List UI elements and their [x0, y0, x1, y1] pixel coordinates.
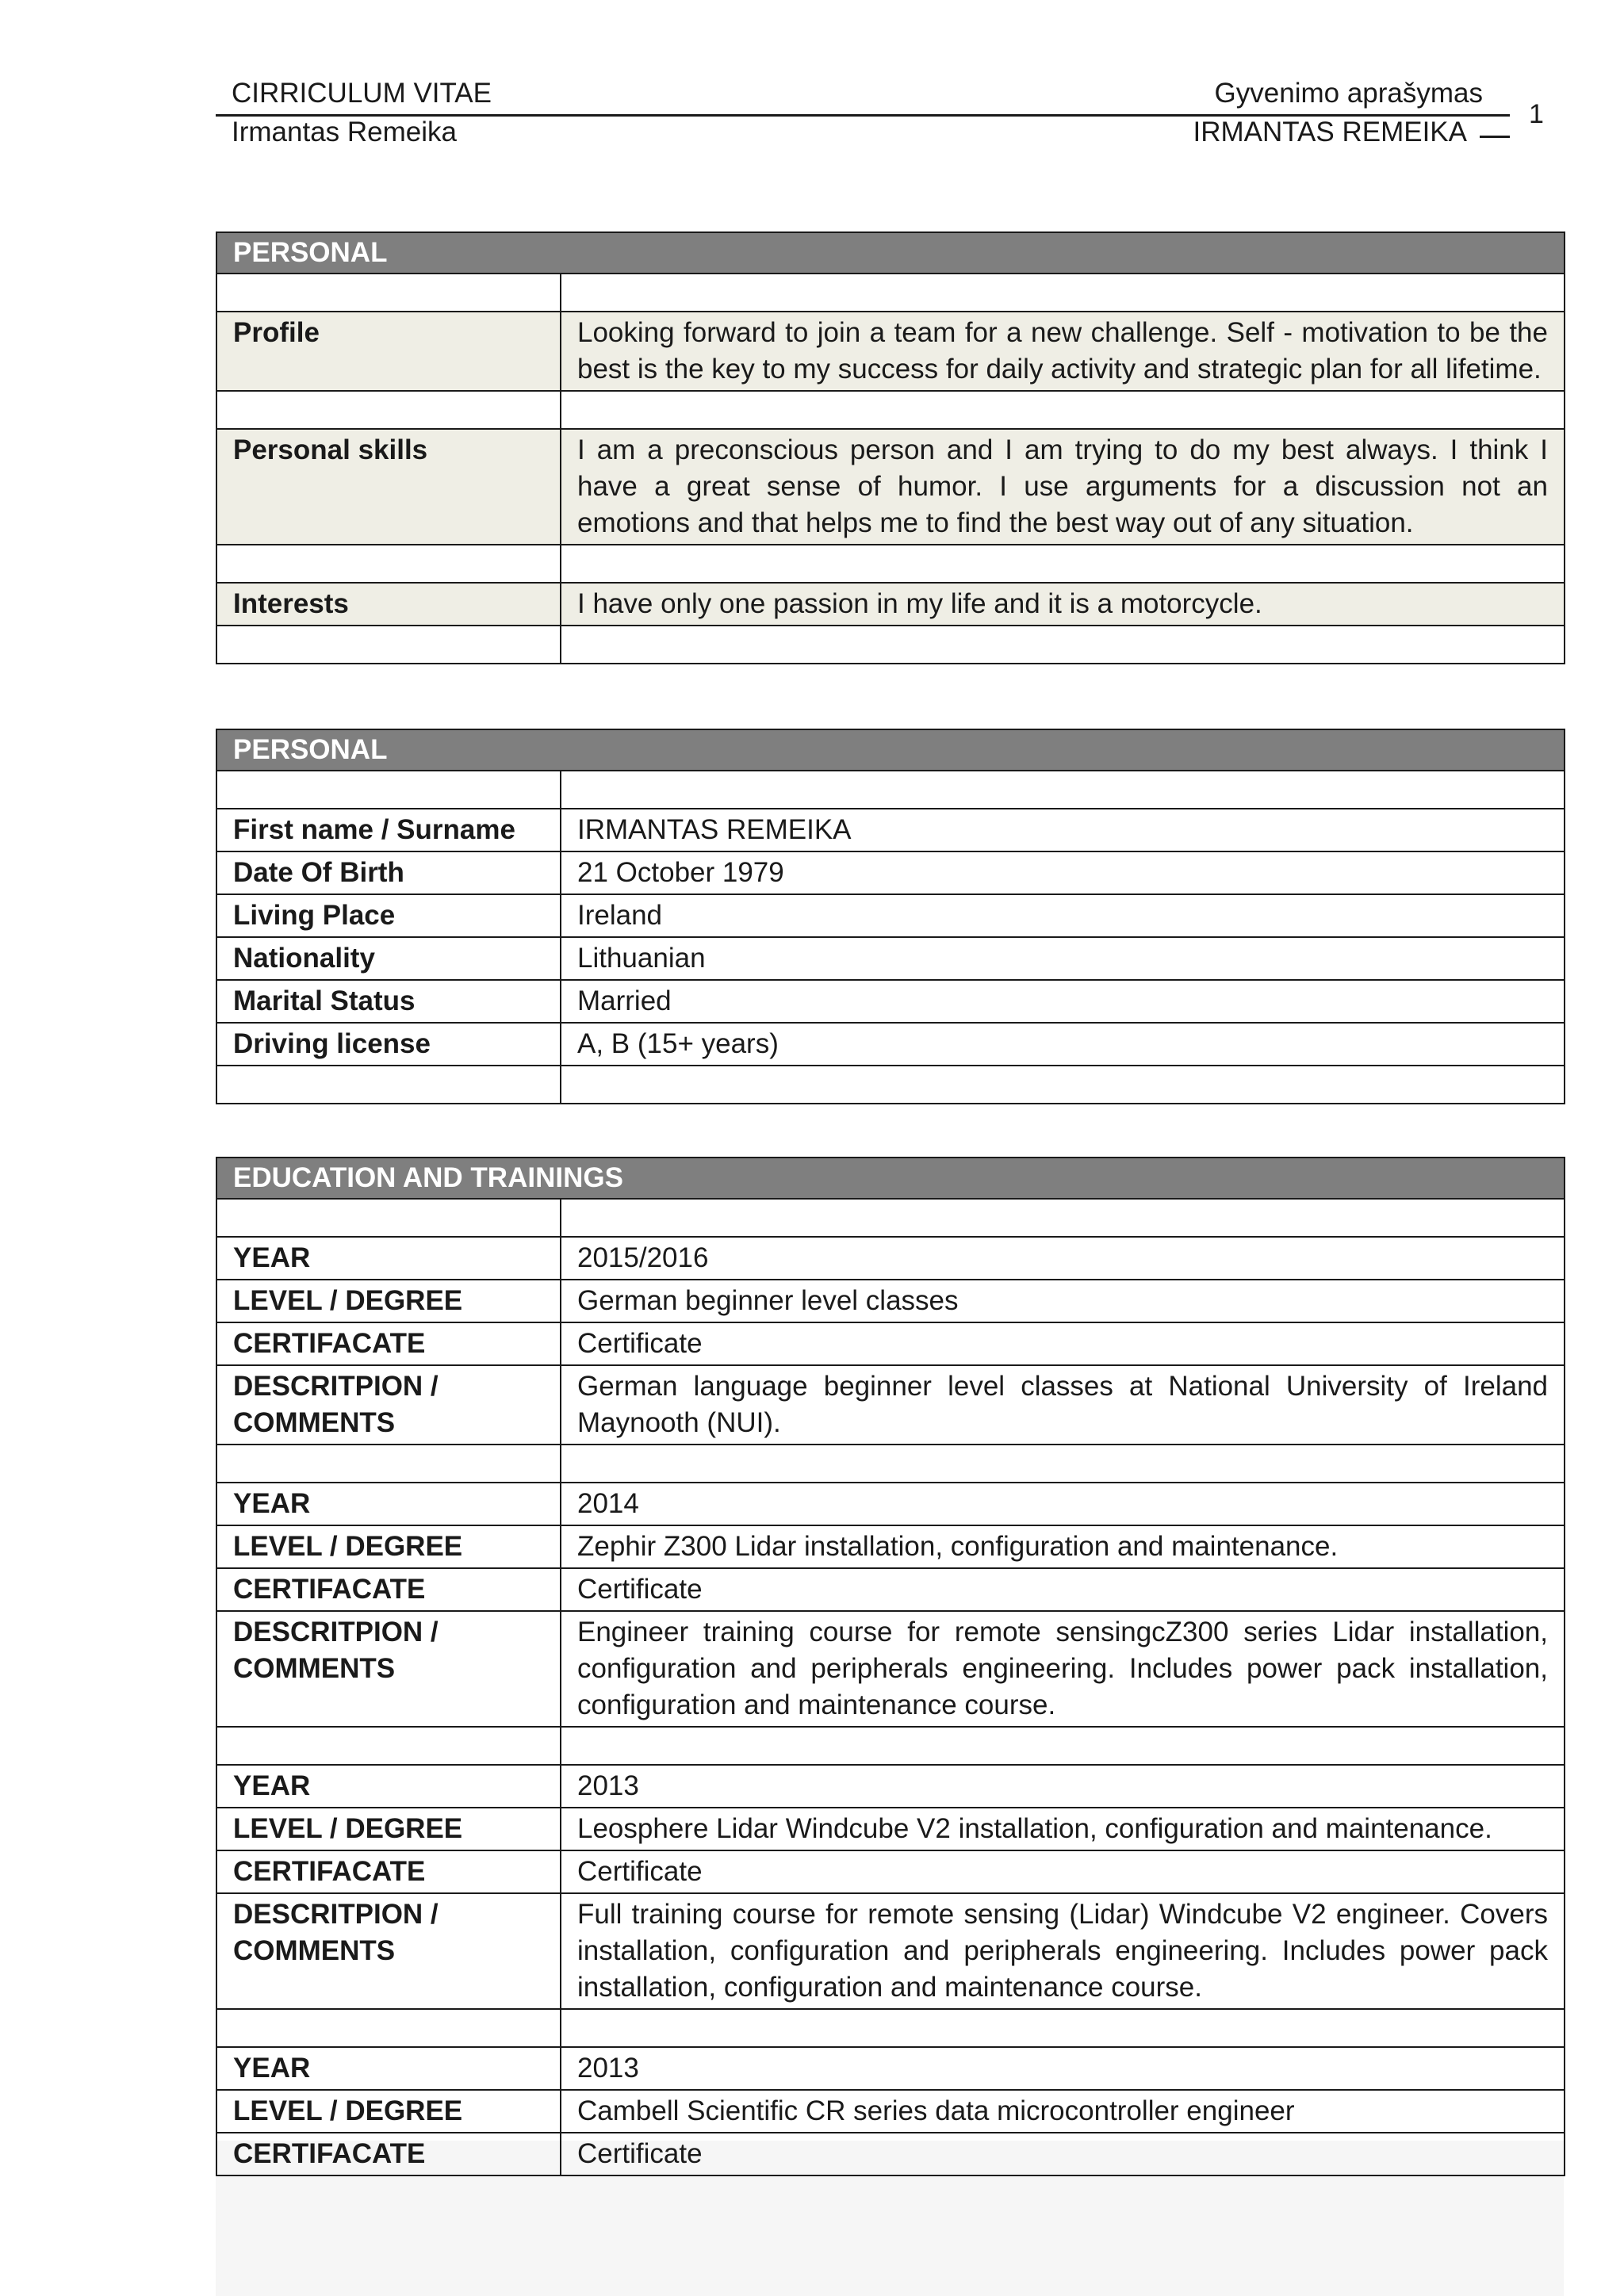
- edu-year-row: [216, 2047, 1565, 2090]
- spacer-row: [216, 1727, 1565, 1765]
- year-label: YEAR: [216, 1483, 561, 1525]
- description-value: Full training course for remote sensing (Lidar) Windcube V2 engineer. Covers installation, configuration and peripherals engineering. Includes power pack installation, configuration and maintenance course.: [561, 1893, 1565, 2009]
- spacer-row: [216, 545, 1565, 583]
- level-label: LEVEL / DEGREE: [216, 1808, 561, 1850]
- page-number: 1: [1529, 99, 1544, 129]
- table-row: [216, 980, 1565, 1023]
- edu-description-row: [216, 1611, 1565, 1727]
- spacer-row: [216, 1066, 1565, 1104]
- table-row: [216, 809, 1565, 851]
- year-label: YEAR: [216, 1765, 561, 1808]
- year-value: 2013: [561, 2047, 1565, 2090]
- certificate-label: CERTIFACATE: [216, 1568, 561, 1611]
- level-label: LEVEL / DEGREE: [216, 1525, 561, 1568]
- description-label: DESCRITPION / COMMENTS: [216, 1893, 561, 2009]
- row-value: Married: [561, 980, 1565, 1023]
- table-row: [216, 583, 1565, 626]
- section-header-row: [216, 729, 1565, 771]
- row-label: Marital Status: [216, 980, 561, 1023]
- edu-description-row: [216, 1365, 1565, 1445]
- header-doc-title-lt: Gyvenimo aprašymas: [1214, 78, 1483, 109]
- table-row: [216, 1023, 1565, 1066]
- year-label: YEAR: [216, 1237, 561, 1280]
- row-value: Looking forward to join a team for a new challenge. Self - motivation to be the best is the key to my success for daily activity and strategic plan for all lifetime.: [561, 312, 1565, 391]
- row-value: A, B (15+ years): [561, 1023, 1565, 1066]
- personal-details-table: [216, 729, 1565, 1104]
- table-row: [216, 851, 1565, 894]
- level-value: German beginner level classes: [561, 1280, 1565, 1322]
- row-value: IRMANTAS REMEIKA: [561, 809, 1565, 851]
- spacer-row: [216, 274, 1565, 312]
- edu-level-row: [216, 1280, 1565, 1322]
- section-header-row: [216, 232, 1565, 274]
- row-label: First name / Surname: [216, 809, 561, 851]
- year-value: 2014: [561, 1483, 1565, 1525]
- edu-description-row: [216, 1893, 1565, 2009]
- level-label: LEVEL / DEGREE: [216, 2090, 561, 2133]
- edu-level-row: [216, 1808, 1565, 1850]
- year-label: YEAR: [216, 2047, 561, 2090]
- row-label: Personal skills: [216, 429, 561, 545]
- edu-year-row: [216, 1237, 1565, 1280]
- spacer-row: [216, 2009, 1565, 2047]
- edu-certificate-row: [216, 1850, 1565, 1893]
- edu-year-row: [216, 1483, 1565, 1525]
- table-row: [216, 312, 1565, 391]
- spacer-row: [216, 391, 1565, 429]
- section-title: EDUCATION AND TRAININGS: [216, 1158, 1565, 1199]
- table-row: [216, 894, 1565, 937]
- table-row: [216, 429, 1565, 545]
- row-value: Ireland: [561, 894, 1565, 937]
- spacer-row: [216, 1199, 1565, 1237]
- row-label: Nationality: [216, 937, 561, 980]
- certificate-value: Certificate: [561, 1322, 1565, 1365]
- edu-level-row: [216, 2090, 1565, 2133]
- edu-certificate-row: [216, 1322, 1565, 1365]
- certificate-value: Certificate: [561, 1568, 1565, 1611]
- edu-year-row: [216, 1765, 1565, 1808]
- spacer-row: [216, 771, 1565, 809]
- level-value: Leosphere Lidar Windcube V2 installation, configuration and maintenance.: [561, 1808, 1565, 1850]
- edu-level-row: [216, 1525, 1565, 1568]
- spacer-row: [216, 626, 1565, 664]
- certificate-label: CERTIFACATE: [216, 2133, 561, 2175]
- profile-table: [216, 232, 1565, 664]
- section-header-row: [216, 1158, 1565, 1199]
- level-label: LEVEL / DEGREE: [216, 1280, 561, 1322]
- row-label: Driving license: [216, 1023, 561, 1066]
- year-value: 2013: [561, 1765, 1565, 1808]
- row-value: I have only one passion in my life and it is a motorcycle.: [561, 583, 1565, 626]
- header-doc-title: CIRRICULUM VITAE: [232, 78, 492, 109]
- header-rule: [216, 114, 1510, 117]
- description-label: DESCRITPION / COMMENTS: [216, 1365, 561, 1445]
- row-value: I am a preconscious person and I am trying to do my best always. I think I have a great sense of humor. I use arguments for a discussion not an emotions and that helps me to find the best way out of any situation.: [561, 429, 1565, 545]
- year-value: 2015/2016: [561, 1237, 1565, 1280]
- header-name-upper: IRMANTAS REMEIKA: [1193, 117, 1467, 147]
- certificate-label: CERTIFACATE: [216, 1322, 561, 1365]
- education-table: [216, 1157, 1565, 2176]
- certificate-label: CERTIFACATE: [216, 1850, 561, 1893]
- section-title: PERSONAL: [216, 232, 1565, 274]
- row-label: Interests: [216, 583, 561, 626]
- header-name: Irmantas Remeika: [232, 117, 457, 147]
- level-value: Cambell Scientific CR series data microcontroller engineer: [561, 2090, 1565, 2133]
- description-label: DESCRITPION / COMMENTS: [216, 1611, 561, 1727]
- row-label: Date Of Birth: [216, 851, 561, 894]
- spacer-row: [216, 1445, 1565, 1483]
- certificate-value: Certificate: [561, 2133, 1565, 2175]
- row-value: 21 October 1979: [561, 851, 1565, 894]
- section-title: PERSONAL: [216, 729, 1565, 771]
- row-label: Profile: [216, 312, 561, 391]
- row-value: Lithuanian: [561, 937, 1565, 980]
- table-row: [216, 937, 1565, 980]
- level-value: Zephir Z300 Lidar installation, configuration and maintenance.: [561, 1525, 1565, 1568]
- edu-certificate-row: [216, 2133, 1565, 2175]
- edu-certificate-row: [216, 1568, 1565, 1611]
- certificate-value: Certificate: [561, 1850, 1565, 1893]
- description-value: German language beginner level classes at National University of Ireland Maynooth (NUI).: [561, 1365, 1565, 1445]
- row-label: Living Place: [216, 894, 561, 937]
- header-rule-short: [1480, 136, 1510, 138]
- description-value: Engineer training course for remote sensingcZ300 series Lidar installation, configuration and peripherals engineering. Includes power pack installation, configuration and maintenance course.: [561, 1611, 1565, 1727]
